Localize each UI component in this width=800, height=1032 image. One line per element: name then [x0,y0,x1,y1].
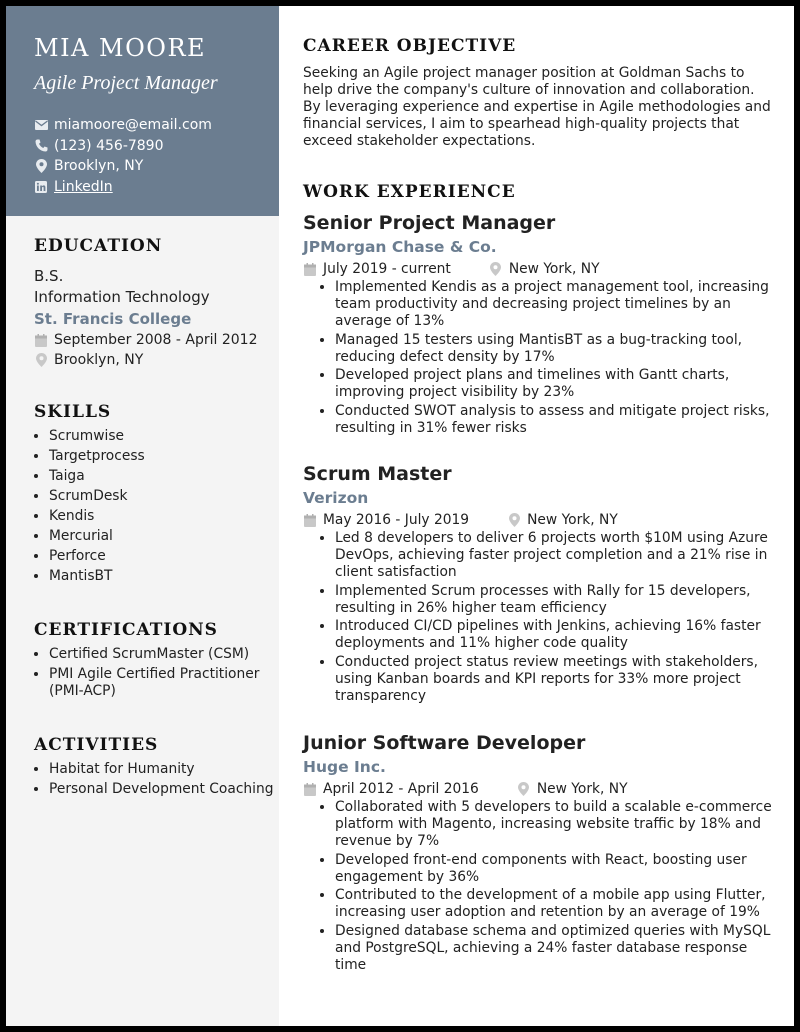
education-section [34,236,274,370]
list-item: • Developed project plans and timelines with Gantt charts, improving project visibility by 23% [335,367,773,401]
education-dates-text: September 2008 - April 2012 [54,332,258,348]
field-of-study: Information Technology [34,288,210,306]
activities-section [34,735,274,801]
phone-icon [34,139,48,153]
job-meta [303,779,773,799]
list-item: • Implemented Scrum processes with Rally for 15 developers, resulting in 26% higher team efficiency [335,583,773,617]
candidate-name: MIA MOORE [34,34,207,62]
map-pin-icon [34,159,48,173]
linkedin-icon [34,180,48,194]
job-location-text: New York, NY [536,781,628,797]
list-item: • Perforce [49,548,274,565]
job-entry [303,211,773,438]
map-pin-icon [489,262,503,276]
list-item: • Collaborated with 5 developers to build a scalable e-commerce platform with Magento, increasing website traffic by 18% and revenue by 7% [335,799,773,850]
education-location-text: Brooklyn, NY [54,352,144,368]
contact-phone [34,136,212,157]
company-name: Verizon [303,489,369,507]
job-entry [303,731,773,975]
list-item: • Habitat for Humanity [49,761,274,778]
sidebar [6,6,279,1026]
envelope-icon [34,118,48,132]
job-location [507,512,618,528]
degree: B.S. [34,267,64,285]
list-item: • Certified ScrumMaster (CSM) [49,646,274,663]
contact-location [34,156,212,177]
list-item: • Designed database schema and optimized queries with MySQL and PostgreSQL, achieving a 24% faster database response time [335,923,773,974]
school-name: St. Francis College [34,310,192,328]
list-item: • Managed 15 testers using MantisBT as a bug-tracking tool, reducing defect density by 17% [335,332,773,366]
skills-list [34,428,274,585]
job-title: Senior Project Manager [303,212,556,234]
job-bullets [303,530,773,705]
job-meta [303,259,773,279]
skills-section [34,402,274,588]
job-meta [303,510,773,530]
linkedin-link[interactable]: LinkedIn [54,178,113,195]
objective-text: Seeking an Agile project manager position at Goldman Sachs to help drive the company's culture of innovation and collaboration. By leveraging experience and expertise in Agile methodologies and financial services, I aim to spearhead high-quality projects that exceed stakeholder expectations. [303,65,771,149]
list-item: • Contributed to the development of a mobile app using Flutter, increasing user adoption and retention by an average of 19% [335,887,773,921]
list-item: • Taiga [49,468,274,485]
list-item: • PMI Agile Certified Practitioner (PMI-ACP) [49,666,274,700]
job-location [489,261,600,277]
objective-heading: CAREER OBJECTIVE [303,36,517,56]
activities-heading: ACTIVITIES [34,735,159,755]
contact-email [34,115,212,136]
activities-list [34,761,274,798]
job-title: Scrum Master [303,463,452,485]
list-item: • Conducted project status review meetings with stakeholders, using Kanban boards and KPI reports for 33% more project transparency [335,654,773,705]
list-item: • Targetprocess [49,448,274,465]
experience-heading: WORK EXPERIENCE [303,182,516,202]
list-item: • Personal Development Coaching [49,781,274,798]
list-item: • MantisBT [49,568,274,585]
header [6,6,279,216]
contact-linkedin [34,177,212,198]
list-item: • ScrumDesk [49,488,274,505]
job-location-text: New York, NY [527,512,618,528]
education-heading: EDUCATION [34,236,163,256]
list-item: • Kendis [49,508,274,525]
certifications-heading: CERTIFICATIONS [34,620,218,640]
job-bullets [303,279,773,437]
candidate-title: Agile Project Manager [34,72,218,94]
job-title: Junior Software Developer [303,732,586,754]
list-item: • Scrumwise [49,428,274,445]
calendar-icon [303,783,317,796]
list-item: • Implemented Kendis as a project management tool, increasing team productivity and decreasing project timelines by an average of 13% [335,279,773,330]
phone-text: (123) 456-7890 [54,137,164,154]
calendar-icon [303,514,317,527]
list-item: • Conducted SWOT analysis to assess and mitigate project risks, resulting in 31% fewer risks [335,403,773,437]
job-dates: April 2012 - April 2016 [323,781,479,797]
job-location [517,781,628,797]
list-item: • Led 8 developers to deliver 6 projects worth $10M using Azure DevOps, achieving faster project completion and a 21% rise in client satisfaction [335,530,773,581]
map-pin-icon [517,782,531,796]
job-entry [303,462,773,706]
job-dates: July 2019 - current [323,261,451,277]
contact-list [34,115,212,197]
map-pin-icon [507,513,521,527]
resume-page [6,6,794,1026]
email-text[interactable]: miamoore@email.com [54,117,212,134]
skills-heading: SKILLS [34,402,112,422]
job-bullets [303,799,773,974]
certifications-section [34,620,274,703]
education-dates [34,330,274,350]
job-dates: May 2016 - July 2019 [323,512,470,528]
map-pin-icon [34,353,48,367]
list-item: • Introduced CI/CD pipelines with Jenkins, achieving 16% faster deployments and 11% higher code quality [335,618,773,652]
list-item: • Mercurial [49,528,274,545]
certifications-list [34,646,274,700]
company-name: JPMorgan Chase & Co. [303,238,497,256]
list-item: • Developed front-end components with React, boosting user engagement by 36% [335,852,773,886]
calendar-icon [34,334,48,347]
company-name: Huge Inc. [303,758,386,776]
education-location [34,350,274,370]
calendar-icon [303,263,317,276]
job-location-text: New York, NY [508,261,600,277]
location-text: Brooklyn, NY [54,158,144,175]
